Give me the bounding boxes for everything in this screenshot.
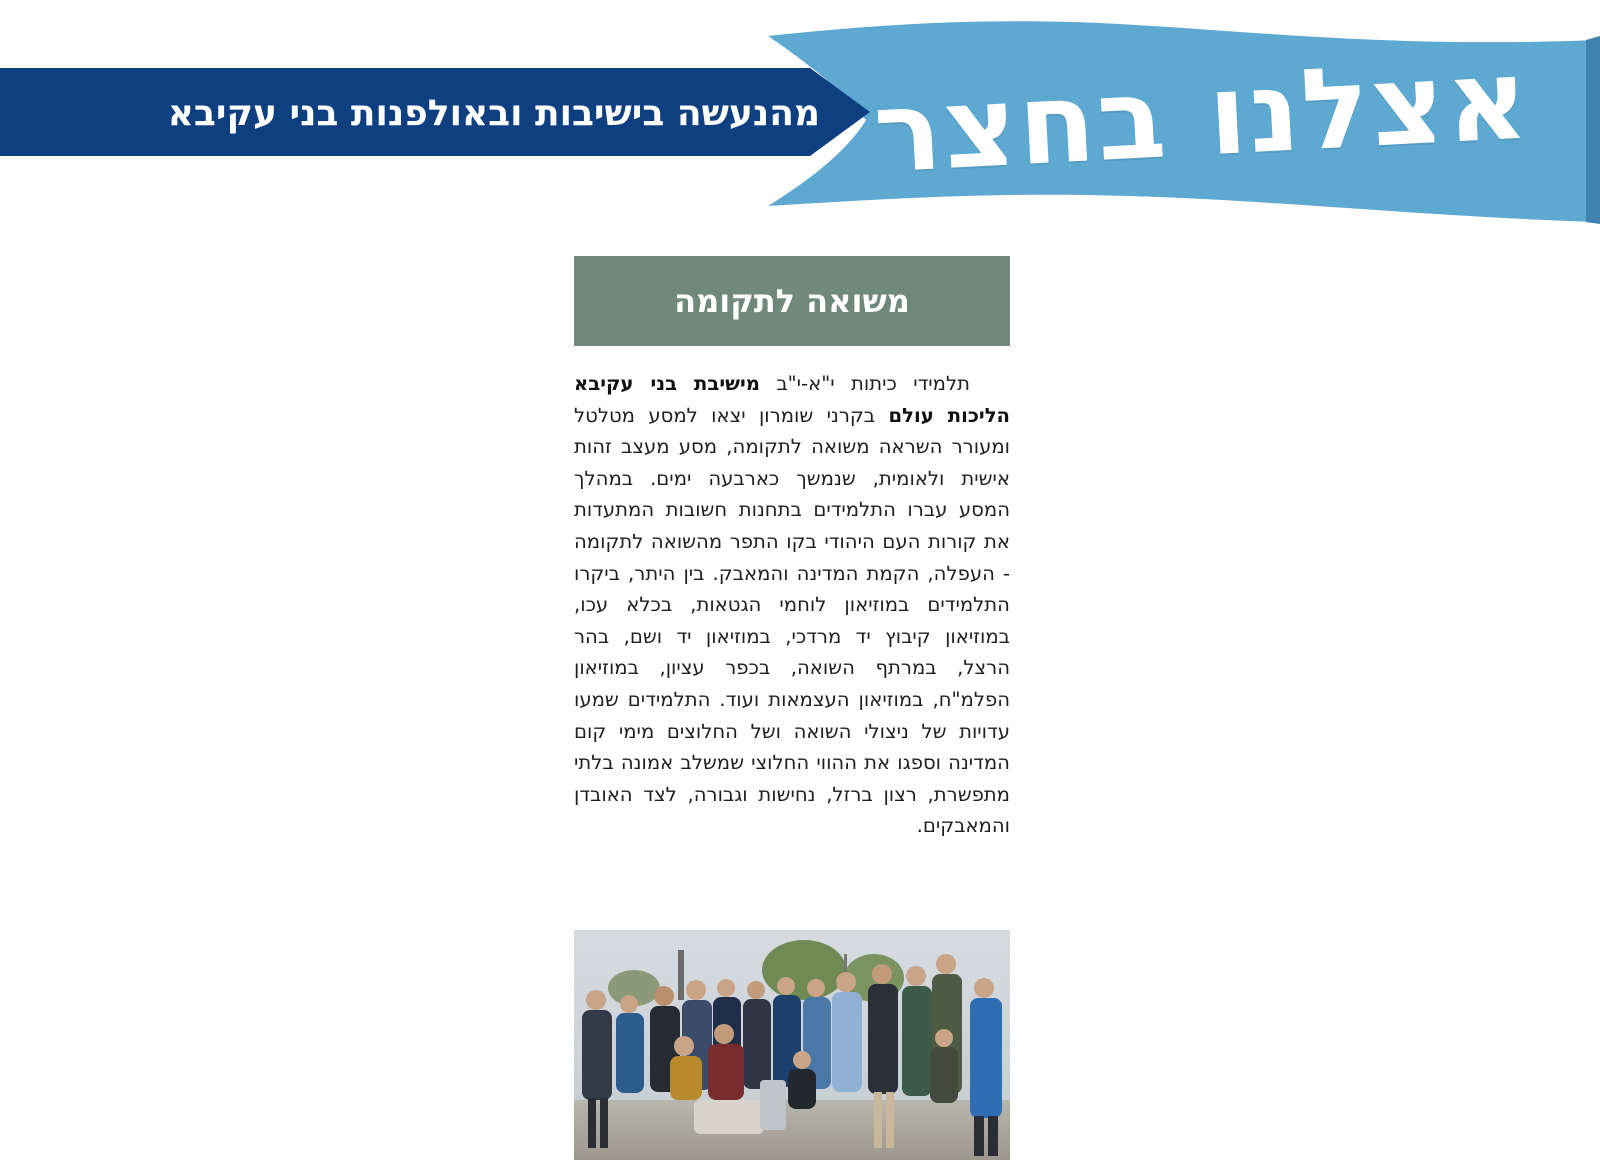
- page-subtitle: מהנעשה בישיבות ובאולפנות בני עקיבא: [167, 93, 820, 134]
- article-body-intro: תלמידי כיתות י"א-י"ב: [759, 372, 971, 395]
- article-body-school: מישיבת בני עקיבא הליכות עולם: [574, 372, 1011, 427]
- page-title: אצלנו בחצר: [870, 34, 1533, 199]
- group-photo: [574, 930, 1010, 1160]
- article-header: [574, 256, 1010, 346]
- article-heading: משואה לתקומה: [674, 282, 910, 320]
- article-body-rest: בקרני שומרון יצאו למסע מטלטל ומעורר השראה משואה לתקומה, מסע מעצב זהות אישית ולאומית, שנמשך כארבעה ימים. במהלך המסע עברו התלמידים בתחנות חשובות המתעדות את קורות העם היהודי בקו התפר מהשואה לתקומה - העפלה, הקמת המדינה והמאבק. בין היתר, ביקרו התלמידים במוזיאון לוחמי הגטאות, בכלא עכו, במוזיאון קיבוץ יד מרדכי, במוזיאון יד ושם, בהר הרצל, במרתף השואה, בכפר עציון, במוזיאון הפלמ"ח, במוזיאון העצמאות ועוד. התלמידים שמעו עדויות של ניצולי השואה ושל החלוצים מימי קום המדינה וספגו את ההווי החלוצי שמשלב אמונה בלתי מתפשרת, רצון ברזל, נחישות וגבורה, לצד האובדן והמאבקים.: [574, 403, 1010, 838]
- banner-ribbon-fold: [1586, 36, 1600, 224]
- article: [574, 256, 1010, 862]
- article-body: [574, 368, 1010, 842]
